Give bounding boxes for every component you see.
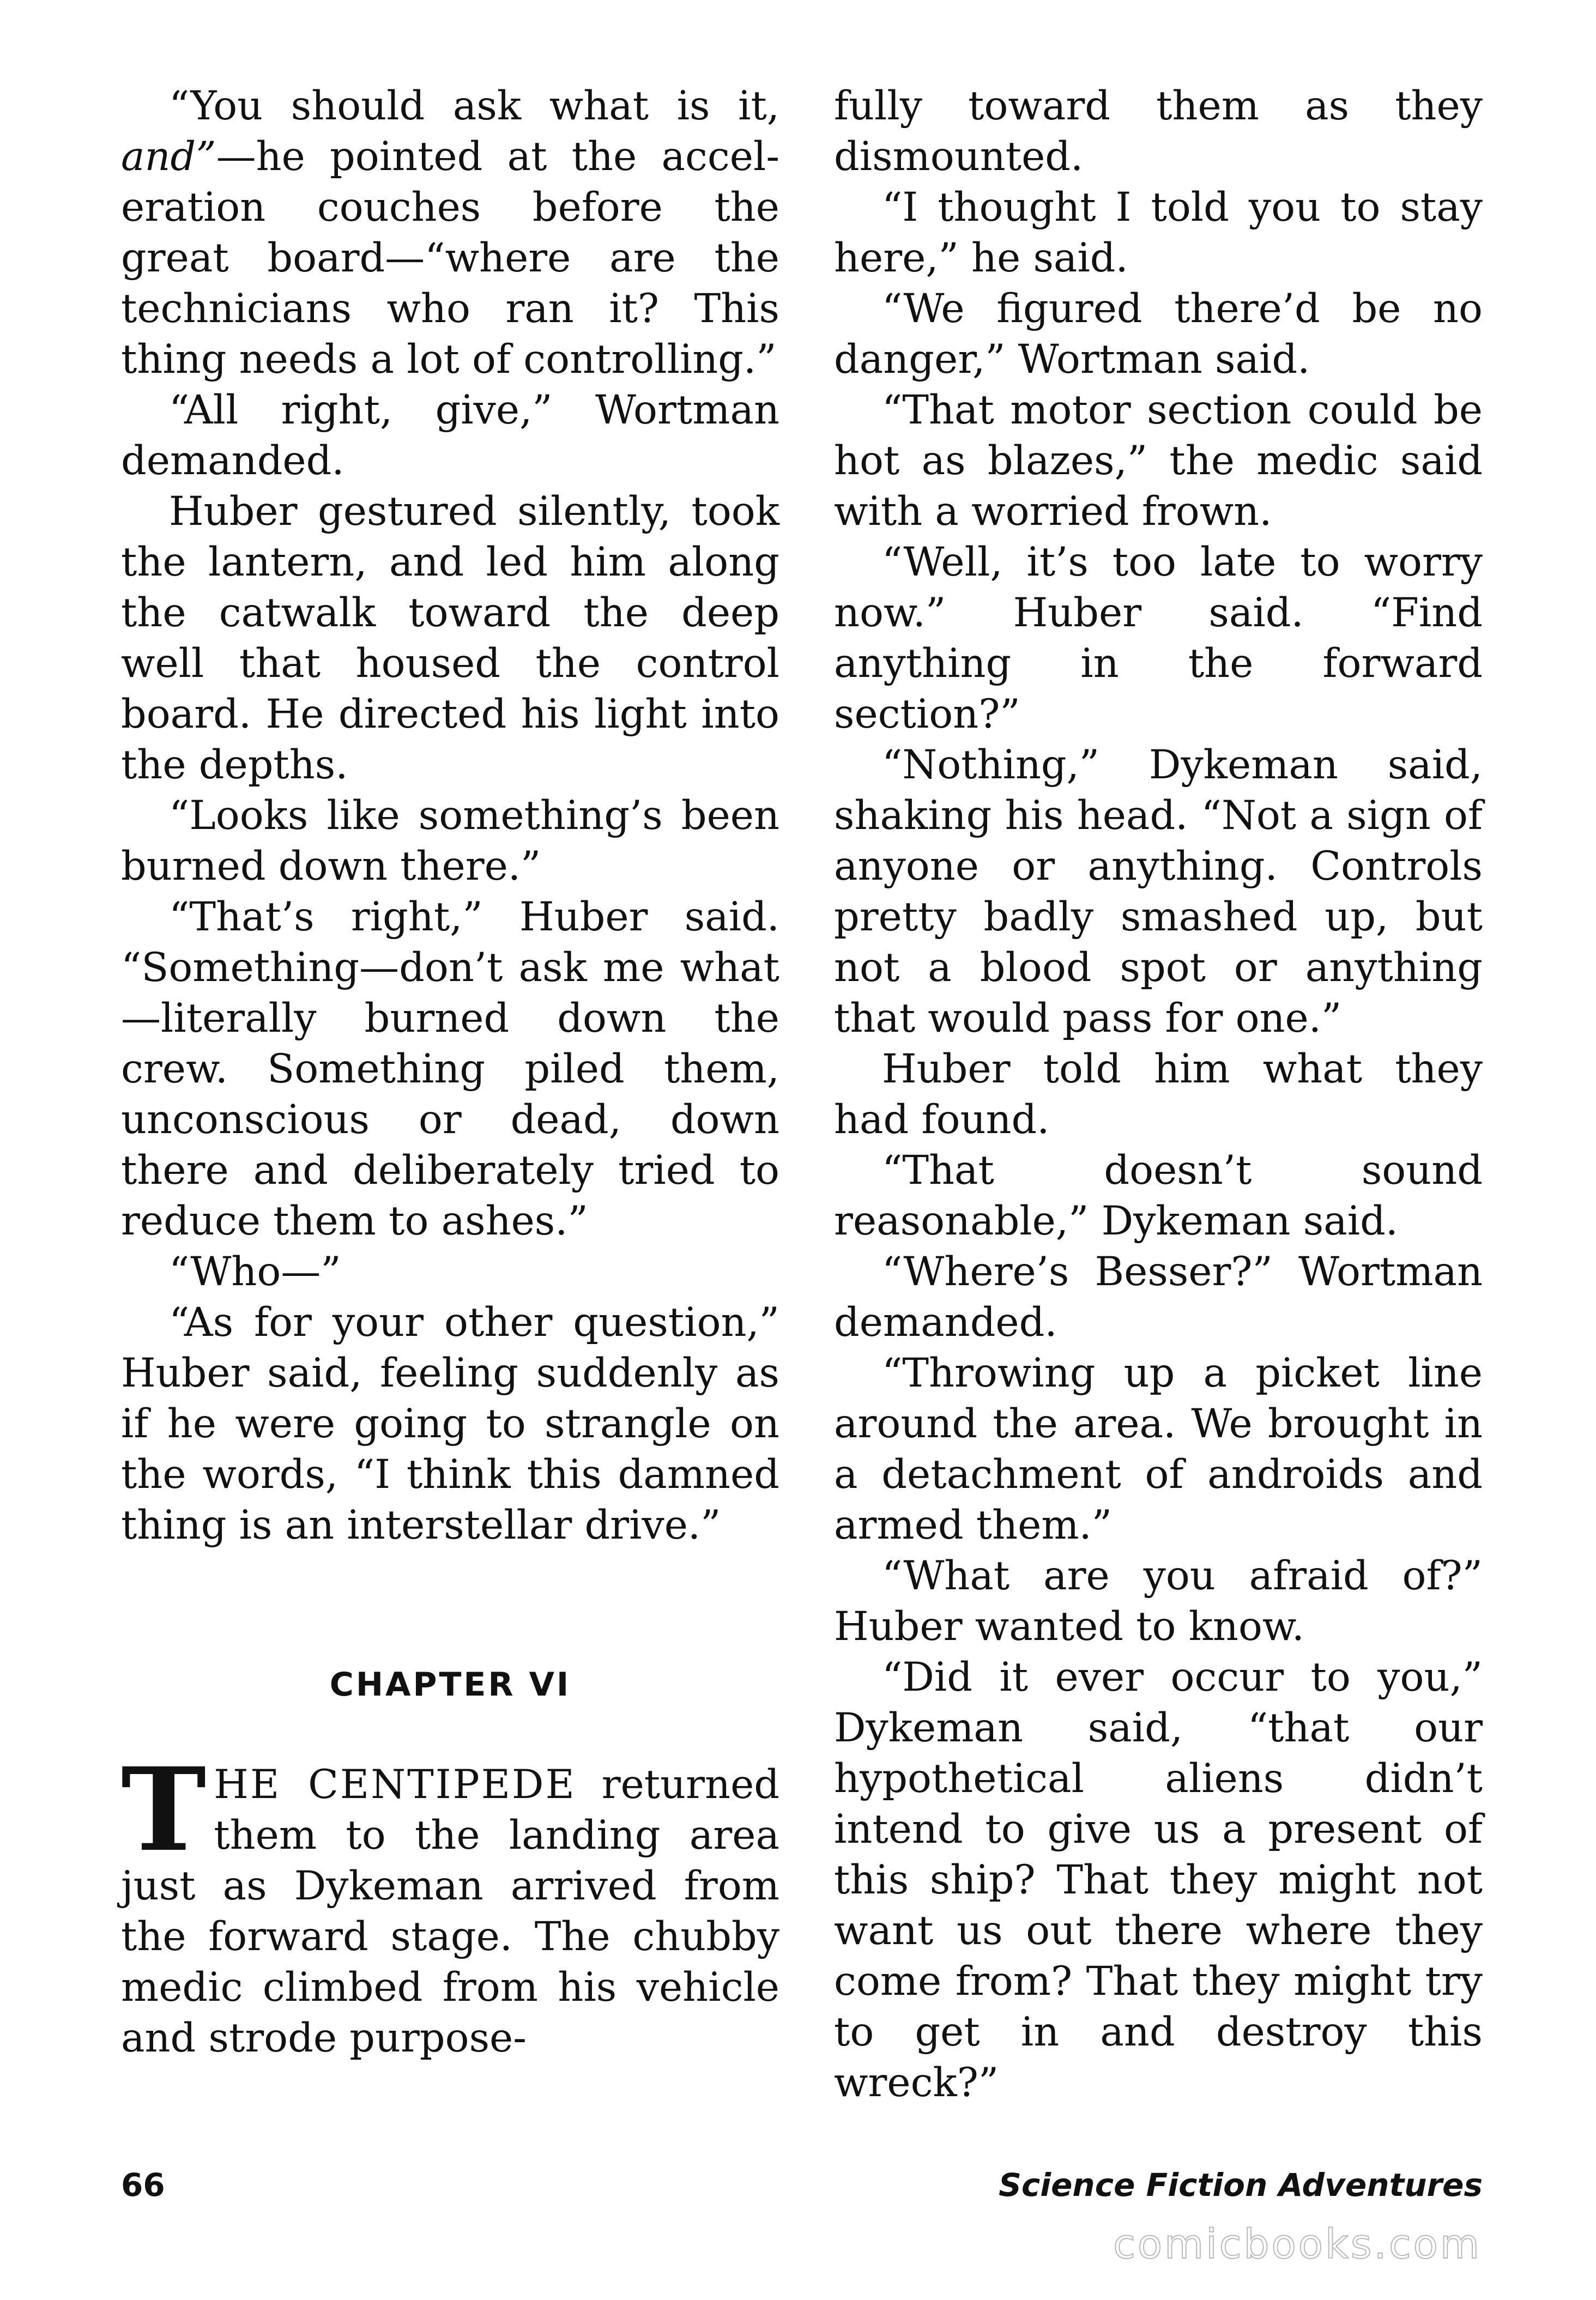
drop-cap: T (121, 1742, 207, 1877)
paragraph: “What are you afraid of?” Huber wanted to know. (834, 1553, 1483, 1650)
paragraph-text: “You should ask what is it, (169, 83, 779, 129)
paragraph: “Who—” (169, 1249, 341, 1295)
paragraph: “That doesn’t sound reasonable,” Dykeman said. (834, 1147, 1483, 1244)
paragraph: “Looks like something’s been burned down there.” (121, 792, 779, 889)
chapter-opening-paragraph (121, 1742, 779, 2063)
paragraph: “Throwing up a picket line around the area. We brought in a detachment of androids and armed them.” (834, 1350, 1483, 1548)
page-number: 66 (121, 2166, 165, 2204)
paragraph: “I thought I told you to stay here,” he said. (834, 184, 1483, 281)
left-text-column (121, 81, 779, 2063)
paragraph: “That’s right,” Huber said. “Something—don’t ask me what—literally burned down the crew. Something piled them, unconscious or dead, down there and deliberately tried to reduce them to ashes.” (121, 894, 779, 1244)
watermark: comicbooks.com (1113, 2221, 1482, 2268)
right-text-column (834, 81, 1483, 2108)
paragraph: Huber gestured silently, took the lantern, and led him along the catwalk toward the deep well that housed the control board. He directed his light into the depths. (121, 488, 779, 788)
running-title: Science Fiction Adventures (999, 2166, 1483, 2204)
paragraph-text: —he pointed at the accel-eration couches before the great board—“where are the technicians who ran it? This thing needs a lot of controlling.” (121, 134, 779, 383)
paragraph (121, 81, 779, 385)
paragraph: “Well, it’s too late to worry now.” Huber said. “Find anything in the forward section?” (834, 539, 1483, 737)
paragraph: “That motor section could be hot as blazes,” the medic said with a worried frown. (834, 387, 1483, 535)
paragraph: Huber told him what they had found. (834, 1046, 1483, 1143)
italic-text: and” (121, 134, 216, 180)
paragraph: “As for your other question,” Huber said, feeling suddenly as if he were going to strangle on the words, “I think this damned thing is an interstellar drive.” (121, 1299, 779, 1548)
page-footer (121, 2166, 1483, 2216)
paragraph: “Did it ever occur to you,” Dykeman said, “that our hypothetical aliens didn’t intend to give us a present of this ship? That they might not want us out there where they come from? That they might try to get in and destroy this wreck?” (834, 1654, 1483, 2106)
paragraph: “Where’s Besser?” Wortman demanded. (834, 1249, 1483, 1346)
paragraph: fully toward them as they dismounted. (834, 83, 1483, 180)
paragraph-text: returned them to the landing area just as Dykeman arrived from the forward stage. The chubby medic climbed from his vehicle and strode purpose- (121, 1762, 779, 2061)
paragraph: “We figured there’d be no danger,” Wortman said. (834, 286, 1483, 383)
chapter-heading: CHAPTER VI (329, 1666, 571, 1704)
small-caps-text: HE CENTIPEDE (214, 1762, 576, 1808)
paragraph: “Nothing,” Dykeman said, shaking his head. “Not a sign of anyone or anything. Controls pretty badly smashed up, but not a blood spot or anything that would pass for one.” (834, 742, 1483, 1042)
paragraph: “All right, give,” Wortman demanded. (121, 387, 779, 484)
